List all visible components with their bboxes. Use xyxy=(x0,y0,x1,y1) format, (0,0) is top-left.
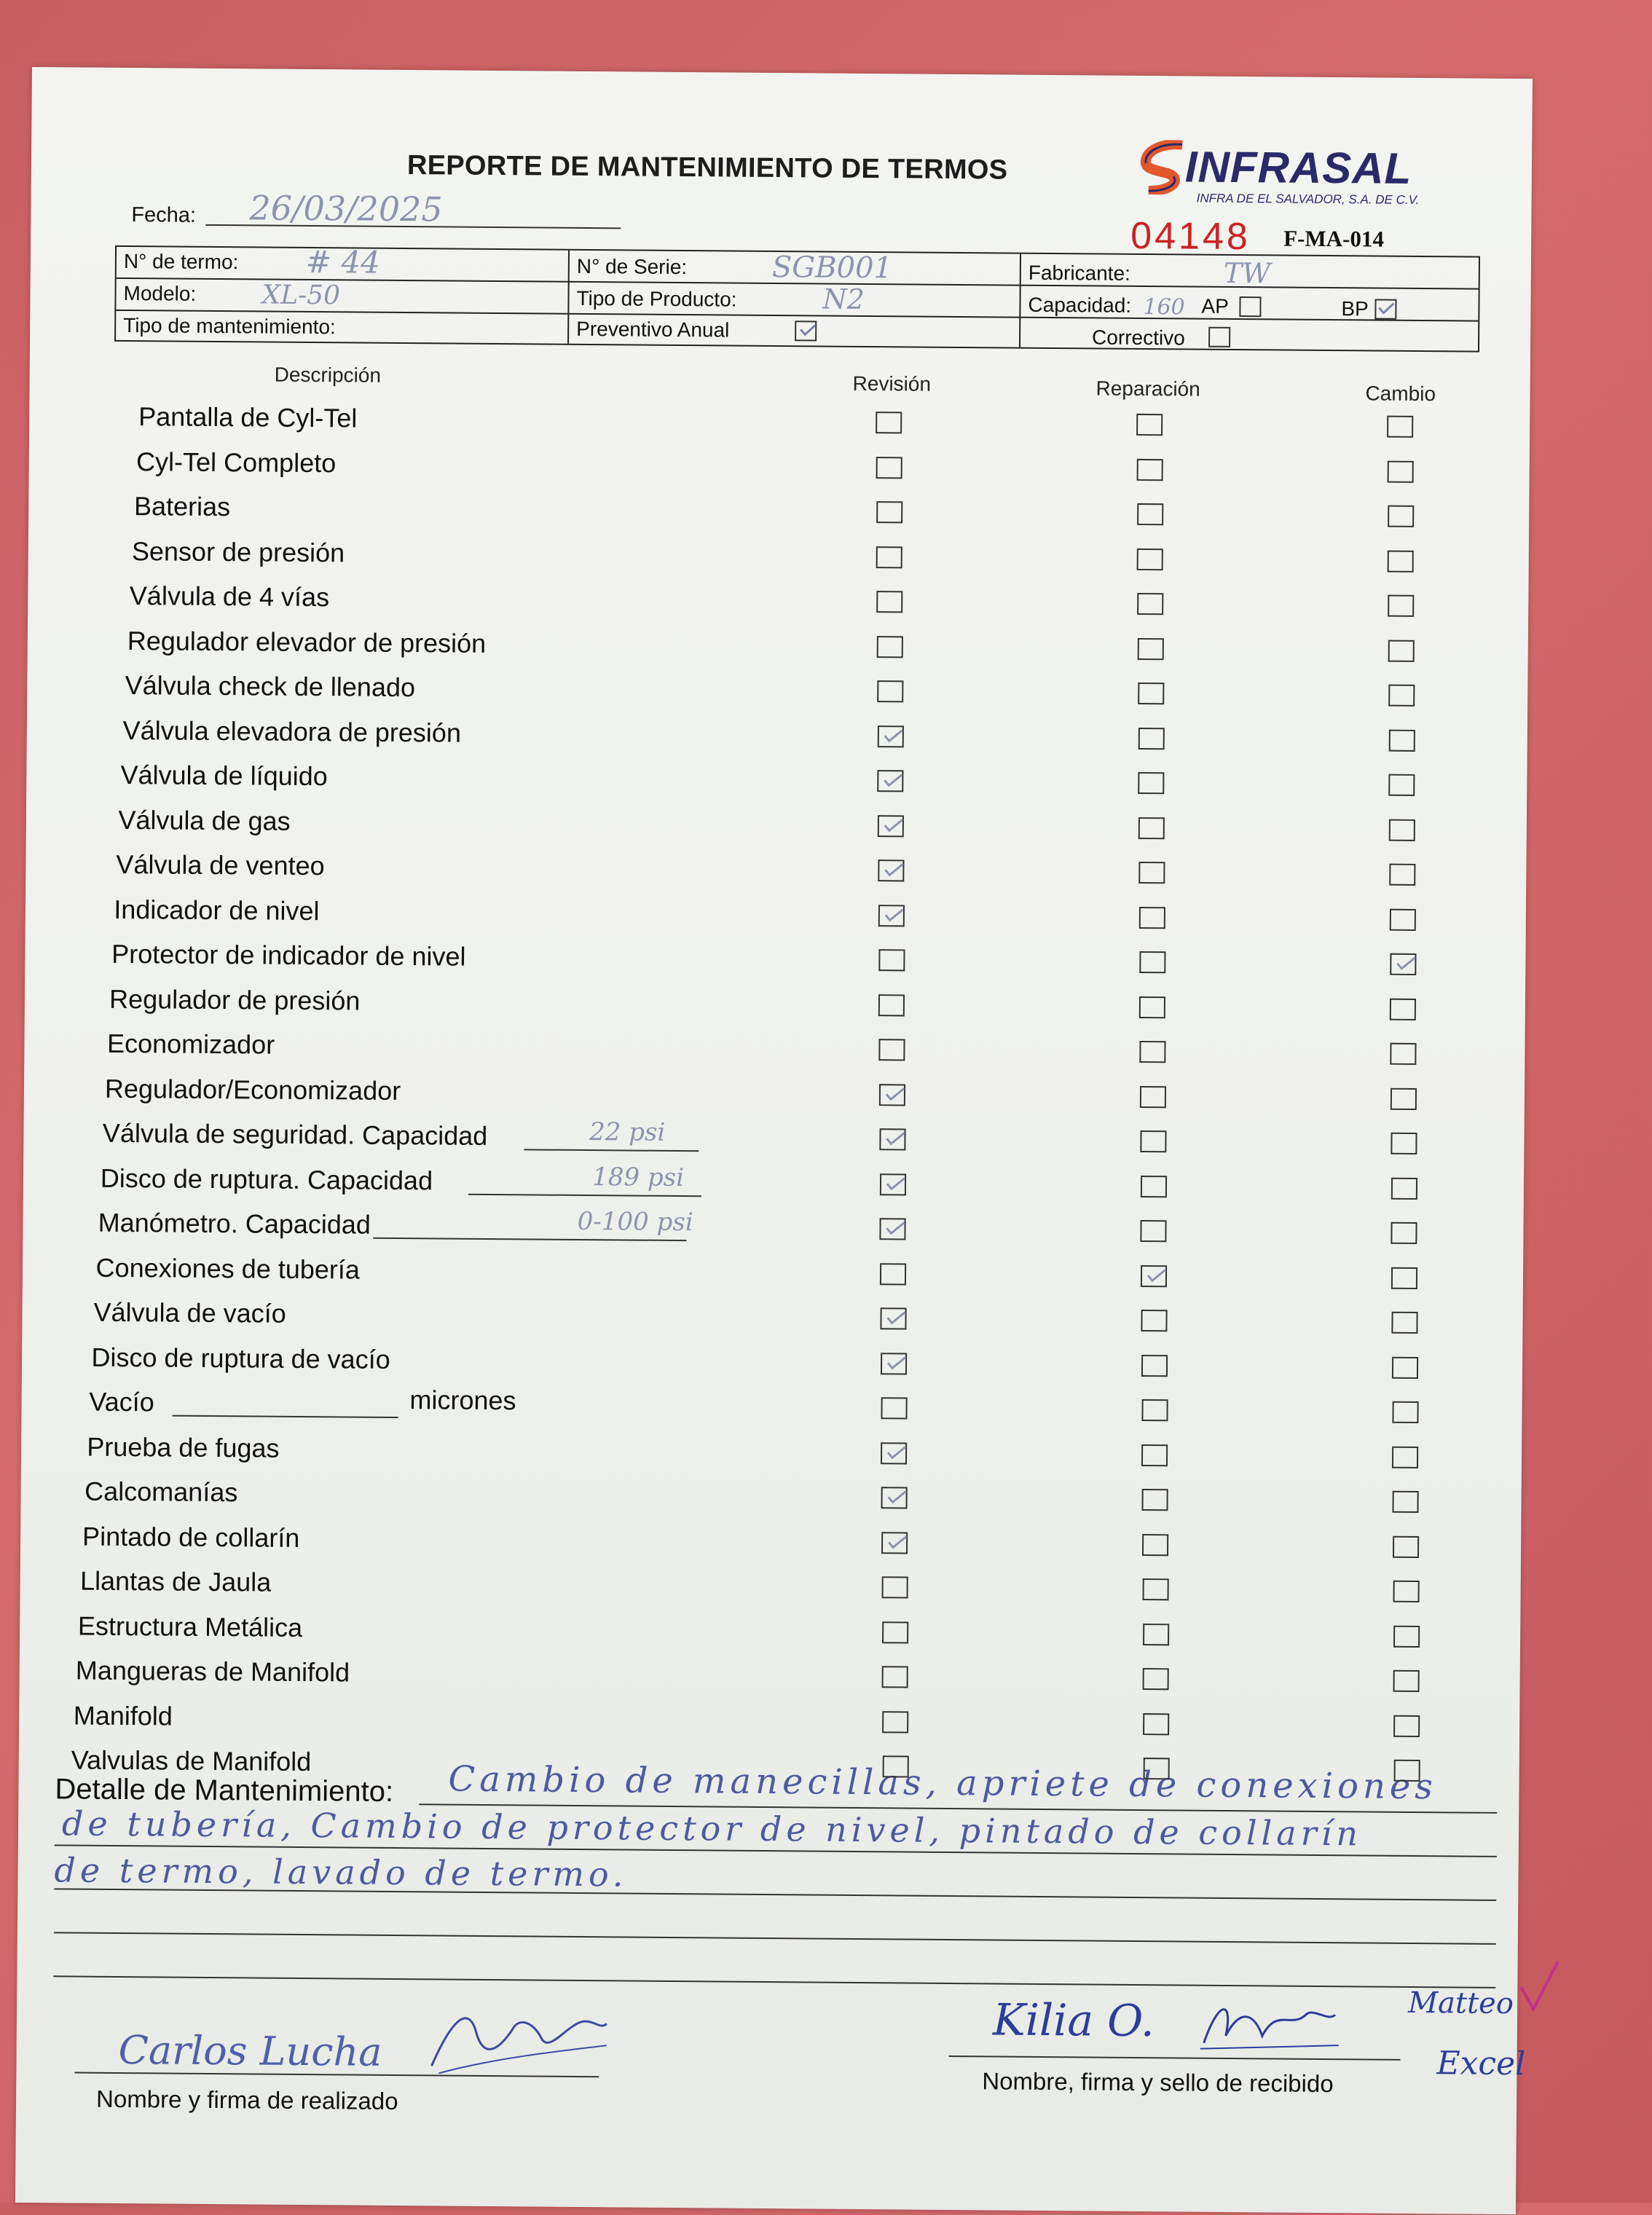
revision-checkbox[interactable] xyxy=(878,994,905,1016)
cambio-checkbox[interactable] xyxy=(1389,819,1415,841)
check-mark-icon xyxy=(884,1535,909,1549)
cambio-checkbox[interactable] xyxy=(1393,1581,1419,1602)
tipo-mantenimiento-label: Tipo de mantenimiento: xyxy=(123,313,336,339)
item-label: Disco de ruptura. Capacidad xyxy=(100,1162,433,1195)
item-label: Conexiones de tubería xyxy=(95,1252,361,1285)
revision-checkbox[interactable] xyxy=(881,1576,908,1598)
item-label: Pintado de collarín xyxy=(82,1521,300,1553)
logo-subtitle: INFRA DE EL SALVADOR, S.A. DE C.V. xyxy=(1196,191,1420,207)
infrasal-logo-mark-icon xyxy=(1138,140,1190,195)
detalle-line-1[interactable]: Cambio de manecillas, apriete de conexiones xyxy=(448,1758,1438,1808)
check-mark-icon xyxy=(882,1087,907,1101)
reparacion-checkbox[interactable] xyxy=(1142,1534,1168,1556)
recibido-name[interactable]: Kilia O. xyxy=(992,1994,1155,2047)
reparacion-checkbox[interactable] xyxy=(1141,1220,1167,1242)
fabricante-value[interactable]: TW xyxy=(1223,256,1271,290)
col-reparacion: Reparación xyxy=(1096,377,1200,401)
capacidad-value[interactable]: 160 xyxy=(1143,294,1185,320)
correctivo-checkbox[interactable] xyxy=(1208,327,1230,347)
margin-check-icon xyxy=(1517,1958,1562,2016)
correctivo-label: Correctivo xyxy=(1092,326,1185,350)
check-mark-icon xyxy=(884,1445,908,1460)
cambio-checkbox[interactable] xyxy=(1388,729,1415,751)
cambio-checkbox[interactable] xyxy=(1392,1401,1418,1423)
reparacion-checkbox[interactable] xyxy=(1140,1130,1166,1152)
bp-check-icon xyxy=(1374,300,1399,315)
item-label: Disco de ruptura de vacío xyxy=(91,1342,390,1374)
revision-checkbox[interactable] xyxy=(882,1621,908,1643)
cambio-checkbox[interactable] xyxy=(1387,460,1413,482)
item-label: Válvula de líquido xyxy=(120,759,328,792)
item-label: Válvula de gas xyxy=(118,804,291,836)
cambio-checkbox[interactable] xyxy=(1389,864,1415,886)
reparacion-checkbox[interactable] xyxy=(1142,1489,1168,1511)
preventivo-label: Preventivo Anual xyxy=(576,317,730,342)
cambio-checkbox[interactable] xyxy=(1391,1133,1417,1154)
item-label: Regulador de presión xyxy=(109,983,361,1016)
modelo-label: Modelo: xyxy=(123,281,197,305)
reparacion-checkbox[interactable] xyxy=(1141,1355,1168,1377)
cambio-checkbox[interactable] xyxy=(1392,1356,1418,1378)
item-label: Mangueras de Manifold xyxy=(75,1655,350,1688)
item-label: Economizador xyxy=(106,1028,275,1060)
cambio-checkbox[interactable] xyxy=(1388,550,1414,572)
item-suffix: micrones xyxy=(409,1385,516,1416)
cambio-checkbox[interactable] xyxy=(1393,1491,1419,1513)
item-label: Válvula check de llenado xyxy=(125,670,416,703)
cambio-checkbox[interactable] xyxy=(1391,1267,1417,1289)
bp-label: BP xyxy=(1341,297,1369,320)
realizado-signature-icon xyxy=(424,2000,614,2082)
ap-checkbox[interactable] xyxy=(1239,296,1261,317)
reparacion-checkbox[interactable] xyxy=(1143,1624,1169,1645)
reparacion-checkbox[interactable] xyxy=(1143,1713,1169,1735)
cambio-checkbox[interactable] xyxy=(1393,1625,1420,1647)
reparacion-checkbox[interactable] xyxy=(1137,593,1163,615)
item-label: Válvula de venteo xyxy=(116,849,325,881)
cambio-checkbox[interactable] xyxy=(1393,1535,1419,1557)
revision-checkbox[interactable] xyxy=(876,412,902,433)
reparacion-checkbox[interactable] xyxy=(1141,1310,1167,1331)
revision-checkbox[interactable] xyxy=(880,1263,906,1285)
item-label: Válvula de 4 vías xyxy=(129,581,330,613)
reparacion-checkbox[interactable] xyxy=(1138,772,1165,794)
folio-number: 04148 xyxy=(1130,214,1251,259)
cambio-checkbox[interactable] xyxy=(1387,416,1413,438)
detalle-label: Detalle de Mantenimiento: xyxy=(55,1773,394,1808)
realizado-label: Nombre y firma de realizado xyxy=(95,2085,398,2115)
check-mark-icon xyxy=(881,908,906,922)
revision-checkbox[interactable] xyxy=(882,1666,908,1688)
cambio-checkbox[interactable] xyxy=(1391,1177,1417,1199)
revision-checkbox[interactable] xyxy=(876,546,902,568)
margin-note-1: Matteo xyxy=(1408,1986,1514,2021)
recibido-label: Nombre, firma y sello de recibido xyxy=(982,2067,1334,2098)
reparacion-checkbox[interactable] xyxy=(1138,727,1164,749)
fecha-label: Fecha: xyxy=(131,203,197,227)
cambio-checkbox[interactable] xyxy=(1393,1670,1420,1692)
header-table xyxy=(114,245,1480,353)
item-label: Llantas de Jaula xyxy=(79,1565,272,1597)
cambio-checkbox[interactable] xyxy=(1391,1222,1417,1244)
cambio-checkbox[interactable] xyxy=(1391,1087,1417,1109)
cambio-checkbox[interactable] xyxy=(1388,505,1414,527)
item-label: Prueba de fugas xyxy=(87,1431,280,1463)
revision-checkbox[interactable] xyxy=(879,1039,905,1061)
item-label: Regulador/Economizador xyxy=(104,1073,401,1106)
item-label: Pantalla de Cyl-Tel xyxy=(138,401,358,433)
reparacion-checkbox[interactable] xyxy=(1140,1085,1166,1107)
logo-wordmark: INFRASAL xyxy=(1184,142,1412,193)
serie-value[interactable]: SGB001 xyxy=(771,250,893,286)
revision-checkbox[interactable] xyxy=(876,501,902,523)
cambio-checkbox[interactable] xyxy=(1389,774,1415,796)
form-title: REPORTE DE MANTENIMIENTO DE TERMOS xyxy=(406,150,1008,186)
check-mark-icon xyxy=(1144,1268,1168,1283)
cambio-checkbox[interactable] xyxy=(1391,1312,1417,1334)
check-mark-icon xyxy=(1393,956,1417,971)
revision-checkbox[interactable] xyxy=(877,636,903,658)
cambio-checkbox[interactable] xyxy=(1390,1043,1416,1065)
check-mark-icon xyxy=(880,728,905,743)
reparacion-checkbox[interactable] xyxy=(1139,951,1165,973)
infrasal-logo xyxy=(1138,140,1460,207)
check-mark-icon xyxy=(883,1176,908,1191)
item-label: Sensor de presión xyxy=(131,535,345,567)
revision-checkbox[interactable] xyxy=(882,1711,908,1733)
col-descripcion: Descripción xyxy=(274,363,382,387)
item-label: Vacío xyxy=(89,1386,154,1417)
cambio-checkbox[interactable] xyxy=(1393,1715,1420,1736)
termo-value[interactable]: # 44 xyxy=(305,243,381,280)
item-label: Estructura Metálica xyxy=(77,1610,303,1642)
form-sheet xyxy=(15,67,1533,2214)
capacidad-value[interactable]: 0-100 psi xyxy=(577,1206,693,1238)
check-mark-icon xyxy=(883,1221,908,1235)
cambio-checkbox[interactable] xyxy=(1392,1446,1418,1468)
check-mark-icon xyxy=(881,773,905,787)
reparacion-checkbox[interactable] xyxy=(1137,503,1163,525)
termo-label: N° de termo: xyxy=(123,249,239,274)
modelo-value[interactable]: XL-50 xyxy=(261,280,341,311)
capacidad-value[interactable]: 22 psi xyxy=(589,1117,666,1147)
reparacion-checkbox[interactable] xyxy=(1143,1668,1169,1690)
check-mark-icon xyxy=(884,1490,909,1504)
recibido-signature-icon xyxy=(1197,1992,1343,2059)
ap-label: AP xyxy=(1201,294,1229,318)
check-mark-icon xyxy=(883,1310,908,1325)
revision-checkbox[interactable] xyxy=(881,1397,907,1419)
col-revision: Revisión xyxy=(852,371,932,396)
reparacion-checkbox[interactable] xyxy=(1139,996,1165,1018)
item-label: Válvula de seguridad. Capacidad xyxy=(102,1117,488,1151)
reparacion-checkbox[interactable] xyxy=(1144,1758,1170,1779)
reparacion-checkbox[interactable] xyxy=(1139,906,1165,928)
item-label: Cyl-Tel Completo xyxy=(135,446,337,478)
producto-value[interactable]: N2 xyxy=(822,283,865,315)
fabricante-label: Fabricante: xyxy=(1028,261,1131,285)
realizado-name[interactable]: Carlos Lucha xyxy=(118,2027,382,2075)
revision-checkbox[interactable] xyxy=(876,457,902,479)
item-label: Válvula elevadora de presión xyxy=(122,715,462,748)
revision-checkbox[interactable] xyxy=(876,591,902,613)
capacidad-label: Capacidad: xyxy=(1028,293,1132,317)
reparacion-checkbox[interactable] xyxy=(1136,414,1163,436)
producto-label: Tipo de Producto: xyxy=(576,286,737,311)
check-mark-icon xyxy=(884,1356,908,1370)
cambio-checkbox[interactable] xyxy=(1390,908,1416,930)
capacidad-value[interactable]: 189 psi xyxy=(592,1162,685,1192)
detalle-line-2[interactable]: de tubería, Cambio de protector de nivel, pintado de collarín xyxy=(61,1803,1363,1854)
item-label: Manifold xyxy=(73,1700,173,1731)
revision-checkbox[interactable] xyxy=(878,949,905,971)
form-code: F-MA-014 xyxy=(1283,225,1385,252)
item-label: Válvula de vacío xyxy=(93,1297,286,1329)
preventivo-check-icon xyxy=(796,322,821,337)
revision-checkbox[interactable] xyxy=(883,1755,909,1777)
cambio-checkbox[interactable] xyxy=(1388,640,1415,661)
cambio-checkbox[interactable] xyxy=(1388,595,1414,617)
revision-checkbox[interactable] xyxy=(877,680,903,702)
reparacion-checkbox[interactable] xyxy=(1141,1444,1168,1466)
item-label: Calcomanías xyxy=(84,1476,238,1508)
check-mark-icon xyxy=(881,862,905,877)
serie-label: N° de Serie: xyxy=(576,254,688,279)
cambio-checkbox[interactable] xyxy=(1394,1760,1420,1782)
item-label: Baterias xyxy=(133,491,231,522)
reparacion-checkbox[interactable] xyxy=(1142,1578,1168,1600)
reparacion-checkbox[interactable] xyxy=(1136,458,1163,480)
check-mark-icon xyxy=(881,818,905,833)
fecha-value[interactable]: 26/03/2025 xyxy=(249,188,443,229)
reparacion-checkbox[interactable] xyxy=(1138,637,1164,659)
reparacion-checkbox[interactable] xyxy=(1138,862,1165,884)
item-label: Protector de indicador de nivel xyxy=(111,938,466,972)
cambio-checkbox[interactable] xyxy=(1388,685,1415,707)
reparacion-checkbox[interactable] xyxy=(1137,548,1163,570)
reparacion-checkbox[interactable] xyxy=(1138,682,1164,704)
reparacion-checkbox[interactable] xyxy=(1139,1041,1165,1063)
col-cambio: Cambio xyxy=(1365,382,1436,406)
margin-note-2: Excel xyxy=(1436,2045,1526,2083)
detalle-line-3[interactable]: de termo, lavado de termo. xyxy=(54,1850,628,1895)
reparacion-checkbox[interactable] xyxy=(1138,817,1165,838)
item-label: Valvulas de Manifold xyxy=(71,1744,312,1777)
cambio-checkbox[interactable] xyxy=(1390,998,1416,1020)
item-label: Regulador elevador de presión xyxy=(127,625,487,658)
item-label: Manómetro. Capacidad xyxy=(98,1207,371,1240)
reparacion-checkbox[interactable] xyxy=(1140,1175,1166,1197)
reparacion-checkbox[interactable] xyxy=(1141,1399,1168,1421)
items-list xyxy=(32,67,1533,79)
check-mark-icon xyxy=(882,1131,907,1146)
item-label: Indicador de nivel xyxy=(114,894,320,926)
